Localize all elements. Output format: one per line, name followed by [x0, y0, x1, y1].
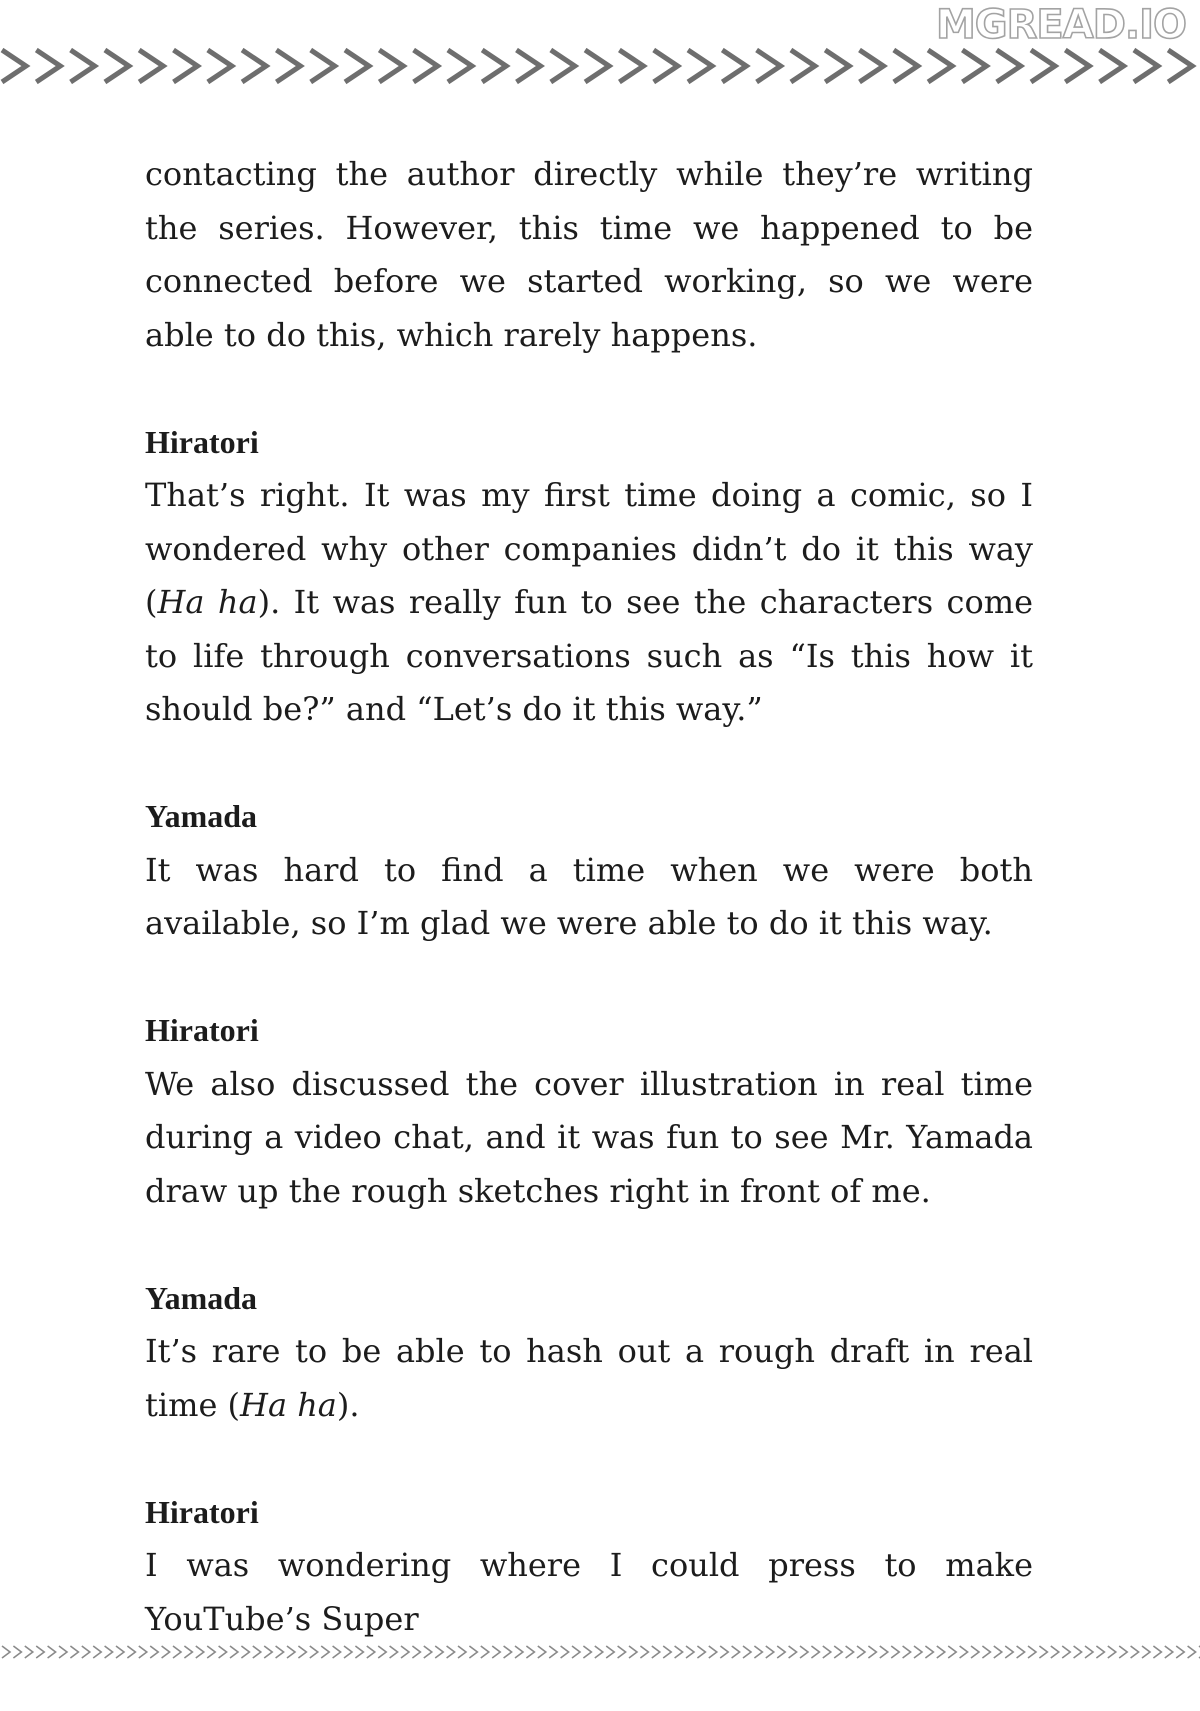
- chevron-icon: [424, 1646, 432, 1658]
- chevron-icon: [561, 1646, 569, 1658]
- chevron-icon: [640, 1646, 648, 1658]
- chevron-icon: [997, 50, 1021, 82]
- chevron-icon: [652, 1646, 660, 1658]
- chevron-icon: [1131, 1646, 1139, 1658]
- chevron-icon: [390, 1646, 398, 1658]
- chevron-icon: [1062, 1646, 1070, 1658]
- chevron-icon: [36, 50, 60, 82]
- chevron-icon: [1028, 1646, 1036, 1658]
- chevron-icon: [732, 1646, 740, 1658]
- chevron-icon: [1188, 1646, 1196, 1658]
- chevron-icon: [1065, 50, 1089, 82]
- chevron-icon: [345, 50, 369, 82]
- chevron-icon: [2, 1646, 10, 1658]
- chevron-icon: [595, 1646, 603, 1658]
- chevron-icon: [150, 1646, 158, 1658]
- chevron-icon: [825, 50, 849, 82]
- chevron-icon: [276, 1646, 284, 1658]
- chevron-icon: [526, 1646, 534, 1658]
- chevron-icon: [663, 1646, 671, 1658]
- chevron-icon: [208, 50, 232, 82]
- chevron-icon: [688, 50, 712, 82]
- chevron-icon: [686, 1646, 694, 1658]
- chevron-icon: [834, 1646, 842, 1658]
- chevron-icon: [1085, 1646, 1093, 1658]
- chevron-icon: [48, 1646, 56, 1658]
- chevron-icon: [971, 1646, 979, 1658]
- dialogue-block-yamada-1: [145, 790, 1033, 951]
- chevron-icon: [2, 50, 26, 82]
- chevron-icon: [766, 1646, 774, 1658]
- chevron-icon: [757, 50, 781, 82]
- chevron-icon: [333, 1646, 341, 1658]
- italic-laugh: Ha ha: [157, 583, 258, 621]
- chevron-icon: [70, 1646, 78, 1658]
- chevron-icon: [994, 1646, 1002, 1658]
- chevron-icon: [207, 1646, 215, 1658]
- chevron-icon: [82, 1646, 90, 1658]
- chevron-icon: [71, 50, 95, 82]
- chevron-icon: [435, 1646, 443, 1658]
- chevron-icon: [811, 1646, 819, 1658]
- chevron-icon: [287, 1646, 295, 1658]
- interview-text: [145, 148, 1033, 1646]
- chevron-icon: [846, 1646, 854, 1658]
- chevron-icon: [196, 1646, 204, 1658]
- chevron-icon: [982, 1646, 990, 1658]
- chevron-icon: [1017, 1646, 1025, 1658]
- chevron-icon: [1074, 1646, 1082, 1658]
- bottom-chevron-border: [0, 1641, 1200, 1663]
- chevron-icon: [1142, 1646, 1150, 1658]
- chevron-icon: [1119, 1646, 1127, 1658]
- chevron-icon: [743, 1646, 751, 1658]
- chevron-icon: [697, 1646, 705, 1658]
- chevron-icon: [857, 1646, 865, 1658]
- chevron-icon: [242, 50, 266, 82]
- chevron-icon: [412, 1646, 420, 1658]
- chevron-icon: [105, 1646, 113, 1658]
- chevron-icon: [789, 1646, 797, 1658]
- chevron-icon: [481, 1646, 489, 1658]
- chevron-icon: [492, 1646, 500, 1658]
- chevron-icon: [868, 1646, 876, 1658]
- dialogue-block-hiratori-2: [145, 1004, 1033, 1218]
- speaker-name: Hiratori: [145, 1493, 259, 1530]
- chevron-icon: [720, 1646, 728, 1658]
- chevron-icon: [860, 50, 884, 82]
- italic-laugh: Ha ha: [240, 1385, 337, 1424]
- chevron-icon: [344, 1646, 352, 1658]
- chevron-icon: [515, 1646, 523, 1658]
- chevron-icon: [791, 50, 815, 82]
- chevron-icon: [105, 50, 129, 82]
- chevron-icon: [777, 1646, 785, 1658]
- chevron-icon: [606, 1646, 614, 1658]
- chevron-icon: [654, 50, 678, 82]
- chevron-icon: [25, 1646, 33, 1658]
- chevron-icon: [538, 1646, 546, 1658]
- chevron-icon: [401, 1646, 409, 1658]
- chevron-icon: [127, 1646, 135, 1658]
- chevron-icon: [823, 1646, 831, 1658]
- chevron-icon: [230, 1646, 238, 1658]
- chevron-icon: [583, 1646, 591, 1658]
- dialogue-text: That’s right. It was my first time doing a comic, so I wondered why other companies didn’t do it this way (Ha ha). It was really fun to see the characters come to life through conversations such as “Is this how it should be?” and “Let’s do it this way.”: [145, 476, 1034, 728]
- chevron-icon: [469, 1646, 477, 1658]
- chevron-icon: [13, 1646, 21, 1658]
- chevron-icon: [1153, 1646, 1161, 1658]
- dialogue-text: It’s rare to be able to hash out a rough draft in real time (Ha ha).: [145, 1332, 1033, 1424]
- chevron-icon: [800, 1646, 808, 1658]
- chevron-icon: [960, 1646, 968, 1658]
- chevron-icon: [253, 1646, 261, 1658]
- chevron-icon: [1005, 1646, 1013, 1658]
- chevron-icon: [675, 1646, 683, 1658]
- dialogue-block-hiratori-3: [145, 1486, 1033, 1647]
- chevron-icon: [1039, 1646, 1047, 1658]
- dialogue-text: We also discussed the cover illustration in real time during a video chat, and it was fun to see Mr. Yamada draw up the rough sketches right in front of me.: [145, 1064, 1033, 1210]
- chevron-icon: [264, 1646, 272, 1658]
- chevron-icon: [1031, 50, 1055, 82]
- speaker-name: Hiratori: [145, 1012, 259, 1048]
- chevron-icon: [1051, 1646, 1059, 1658]
- chevron-icon: [754, 1646, 762, 1658]
- chevron-icon: [504, 1646, 512, 1658]
- chevron-icon: [1168, 50, 1192, 82]
- chevron-icon: [139, 50, 163, 82]
- chevron-icon: [1134, 50, 1158, 82]
- chevron-icon: [1176, 1646, 1184, 1658]
- chevron-icon: [139, 1646, 147, 1658]
- chevron-icon: [618, 1646, 626, 1658]
- speaker-name: Yamada: [145, 798, 258, 834]
- speaker-name: Hiratori: [145, 423, 259, 460]
- chevron-icon: [880, 1646, 888, 1658]
- chevron-icon: [310, 1646, 318, 1658]
- chevron-icon: [1108, 1646, 1116, 1658]
- chevron-icon: [1096, 1646, 1104, 1658]
- chevron-icon: [355, 1646, 363, 1658]
- chevron-icon: [629, 1646, 637, 1658]
- chevron-icon: [447, 1646, 455, 1658]
- chevron-icon: [551, 50, 575, 82]
- chevron-icon: [925, 1646, 933, 1658]
- watermark-logo: MGREAD.IO: [935, 2, 1186, 48]
- intro-paragraph: contacting the author directly while they’re writing the series. However, this time we happened to be connected before we started working, so we were able to do this, which rarely happens.: [145, 155, 1033, 354]
- chevron-icon: [174, 50, 198, 82]
- chevron-icon: [482, 50, 506, 82]
- chevron-icon: [448, 50, 472, 82]
- chevron-icon: [93, 1646, 101, 1658]
- chevron-icon: [458, 1646, 466, 1658]
- chevron-icon: [241, 1646, 249, 1658]
- chevron-icon: [709, 1646, 717, 1658]
- chevron-icon: [367, 1646, 375, 1658]
- chevron-icon: [517, 50, 541, 82]
- dialogue-block-hiratori-1: [145, 416, 1033, 737]
- chevron-icon: [1165, 1646, 1173, 1658]
- chevron-icon: [321, 1646, 329, 1658]
- chevron-icon: [298, 1646, 306, 1658]
- chevron-icon: [378, 1646, 386, 1658]
- chevron-icon: [962, 50, 986, 82]
- chevron-icon: [36, 1646, 44, 1658]
- chevron-icon: [59, 1646, 67, 1658]
- chevron-icon: [173, 1646, 181, 1658]
- chevron-icon: [311, 50, 335, 82]
- chevron-icon: [219, 1646, 227, 1658]
- chevron-icon: [1100, 50, 1124, 82]
- chevron-icon: [937, 1646, 945, 1658]
- chevron-icon: [572, 1646, 580, 1658]
- chevron-icon: [549, 1646, 557, 1658]
- chevron-icon: [162, 1646, 170, 1658]
- chevron-icon: [914, 1646, 922, 1658]
- chevron-icon: [891, 1646, 899, 1658]
- speaker-name: Yamada: [145, 1279, 258, 1316]
- dialogue-block-yamada-2: [145, 1272, 1033, 1433]
- chevron-icon: [414, 50, 438, 82]
- chevron-icon: [379, 50, 403, 82]
- dialogue-text: It was hard to find a time when we were both available, so I’m glad we were able to do it this way.: [145, 850, 1033, 942]
- chevron-icon: [722, 50, 746, 82]
- chevron-icon: [585, 50, 609, 82]
- chevron-icon: [903, 1646, 911, 1658]
- chevron-icon: [894, 50, 918, 82]
- chevron-icon: [619, 50, 643, 82]
- chevron-icon: [276, 50, 300, 82]
- dialogue-text: I was wondering where I could press to make YouTube’s Super: [145, 1546, 1033, 1638]
- chevron-icon: [948, 1646, 956, 1658]
- chevron-icon: [184, 1646, 192, 1658]
- chevron-icon: [928, 50, 952, 82]
- chevron-icon: [116, 1646, 124, 1658]
